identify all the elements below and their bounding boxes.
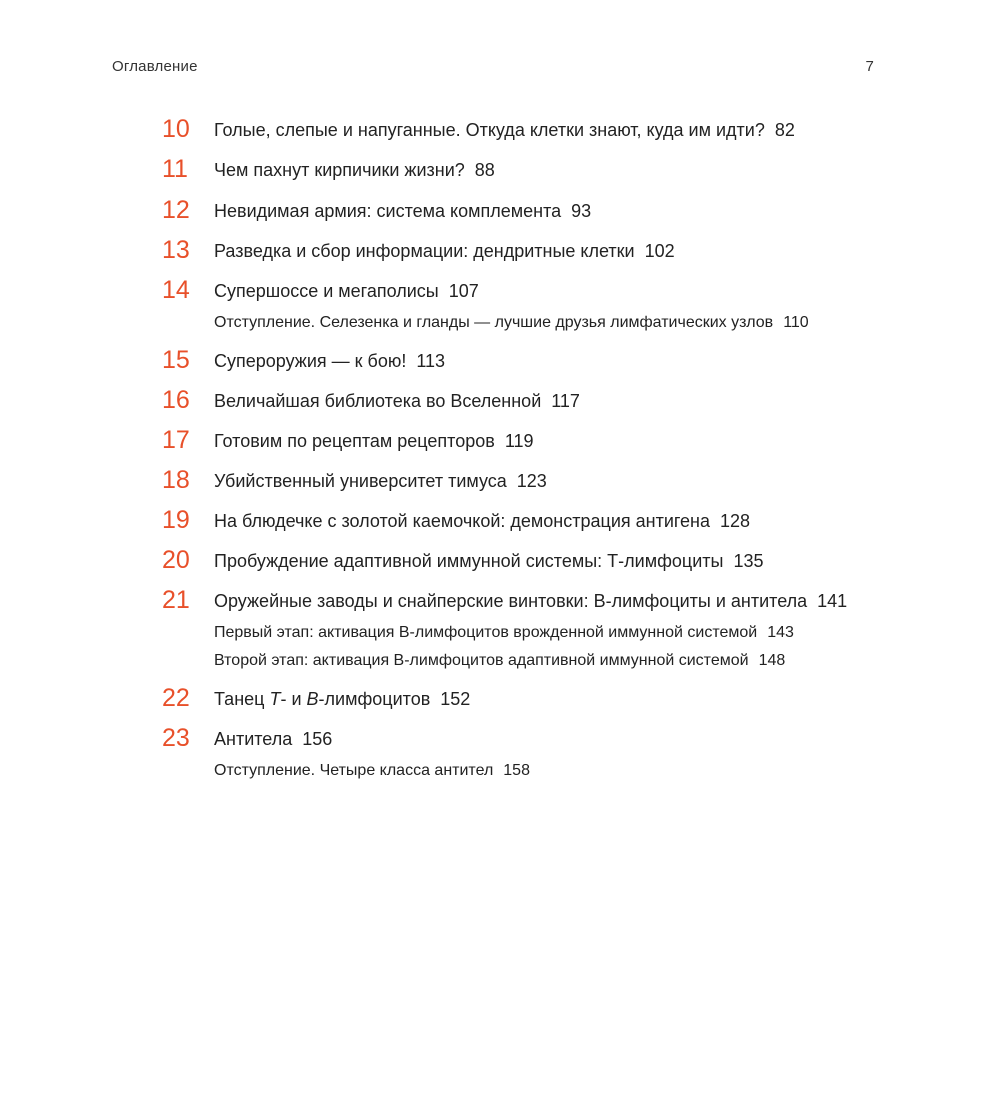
toc-chapter [162, 386, 862, 414]
toc-subsection [214, 312, 862, 334]
chapter-title [214, 589, 862, 614]
title-fragment: Т [269, 689, 281, 709]
toc-chapter [162, 466, 862, 494]
title-fragment: -лимфоцитов [318, 689, 431, 709]
chapter-page: 135 [733, 551, 764, 571]
page-number: 7 [865, 57, 874, 75]
toc-chapter [162, 426, 862, 454]
chapter-title [214, 118, 862, 143]
title-fragment: В [306, 689, 319, 709]
chapter-number: 14 [162, 276, 190, 304]
chapter-title [214, 279, 862, 304]
toc-chapter [162, 196, 862, 224]
chapter-page: 107 [448, 281, 479, 301]
toc-chapter [162, 506, 862, 534]
subsection-list [214, 760, 862, 782]
title-text: Пробуждение адаптивной иммунной системы: Т-лимфоциты [214, 551, 724, 571]
toc-chapter [162, 236, 862, 264]
subsection-page: 158 [503, 762, 530, 779]
chapter-number: 23 [162, 724, 190, 752]
chapter-page: 128 [720, 511, 751, 531]
chapter-number: 12 [162, 196, 190, 224]
title-text: Супероружия — к бою! [214, 351, 407, 371]
chapter-title [214, 349, 862, 374]
subsection-list [214, 312, 862, 334]
chapter-title [214, 549, 862, 574]
chapter-number: 16 [162, 386, 190, 414]
title-text: Невидимая армия: система комплемента [214, 201, 562, 221]
chapter-number: 11 [162, 155, 188, 183]
chapter-page: 152 [440, 689, 471, 709]
toc-chapter [162, 346, 862, 374]
chapter-number: 21 [162, 586, 190, 614]
chapter-title [214, 429, 862, 454]
toc-subsection [214, 622, 862, 644]
chapter-title [214, 389, 862, 414]
chapter-page: 102 [644, 241, 675, 261]
chapter-number: 20 [162, 546, 190, 574]
title-text: Голые, слепые и напуганные. Откуда клетки знают, куда им идти? [214, 120, 765, 140]
toc-chapter [162, 724, 862, 782]
title-text: Оружейные заводы и снайперские винтовки: В-лимфоциты и антитела [214, 591, 808, 611]
chapter-page: 119 [504, 431, 534, 451]
chapter-title [214, 727, 862, 752]
title-text: Супершоссе и мегаполисы [214, 281, 439, 301]
subsection-title: Второй этап: активация В-лимфоцитов адаптивной иммунной системой [214, 652, 749, 669]
title-text: Убийственный университет тимуса [214, 471, 507, 491]
chapter-number: 22 [162, 684, 190, 712]
chapter-title [214, 509, 862, 534]
chapter-number: 10 [162, 115, 190, 143]
chapter-title [214, 199, 862, 224]
chapter-number: 15 [162, 346, 190, 374]
chapter-number: 19 [162, 506, 190, 534]
chapter-title [214, 239, 862, 264]
table-of-contents [162, 115, 862, 782]
title-fragment: - и [280, 689, 307, 709]
chapter-number: 18 [162, 466, 190, 494]
chapter-number: 13 [162, 236, 190, 264]
chapter-page: 93 [571, 201, 592, 221]
toc-subsection [214, 650, 862, 672]
title-text: Чем пахнут кирпичики жизни? [214, 160, 465, 180]
title-text: Антитела [214, 729, 293, 749]
title-fragment: Танец [214, 689, 270, 709]
toc-chapter [162, 276, 862, 334]
title-text: Величайшая библиотека во Вселенной [214, 391, 542, 411]
chapter-number: 17 [162, 426, 190, 454]
chapter-page: 156 [302, 729, 333, 749]
toc-chapter [162, 115, 862, 143]
chapter-page: 141 [817, 591, 848, 611]
chapter-title [214, 469, 862, 494]
chapter-page: 113 [416, 351, 446, 371]
toc-chapter [162, 684, 862, 712]
subsection-title: Отступление. Селезенка и гланды — лучшие друзья лимфатических узлов [214, 314, 774, 331]
chapter-page: 123 [516, 471, 547, 491]
running-head: Оглавление [112, 57, 198, 75]
subsection-page: 110 [783, 314, 809, 331]
toc-chapter [162, 546, 862, 574]
toc-subsection [214, 760, 862, 782]
subsection-title: Отступление. Четыре класса антител [214, 762, 494, 779]
title-text: На блюдечке с золотой каемочкой: демонстрация антигена [214, 511, 711, 531]
subsection-list [214, 622, 862, 672]
page-header [112, 54, 874, 78]
chapter-title [214, 158, 862, 183]
chapter-page: 88 [474, 160, 495, 180]
subsection-page: 143 [767, 624, 794, 641]
toc-chapter [162, 155, 862, 183]
chapter-page: 117 [551, 391, 580, 411]
subsection-title: Первый этап: активация В-лимфоцитов врожденной иммунной системой [214, 624, 758, 641]
toc-chapter [162, 586, 862, 672]
chapter-page: 82 [774, 120, 795, 140]
title-text: Готовим по рецептам рецепторов [214, 431, 495, 451]
subsection-page: 148 [758, 652, 786, 669]
chapter-title [214, 687, 862, 712]
title-text: Разведка и сбор информации: дендритные клетки [214, 241, 635, 261]
